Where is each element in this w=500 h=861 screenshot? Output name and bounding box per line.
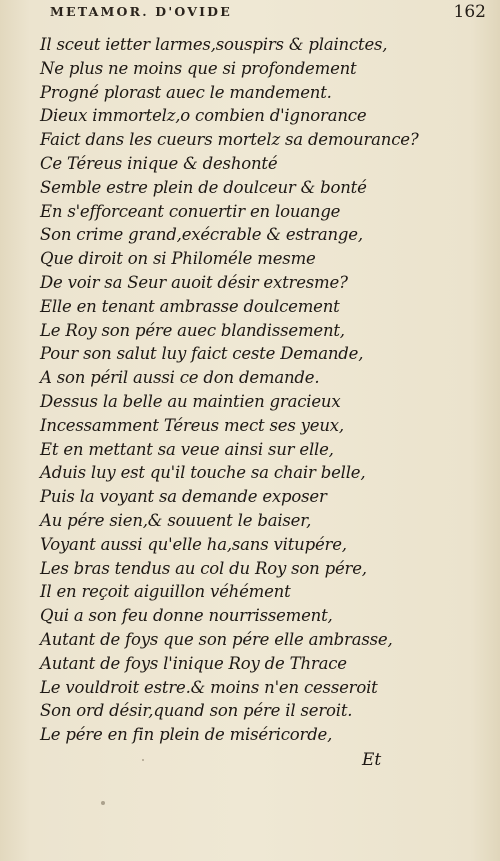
catchword: Et [362, 750, 382, 770]
verse-line: Et en mettant sa veue ainsi sur elle, [40, 439, 334, 459]
verse-line: Qui a son feu donne nourrissement, [40, 606, 333, 626]
verse-line: Le vouldroit estre.& moins n'en cesseroit [40, 677, 378, 697]
verse-line: Dessus la belle au maintien gracieux [40, 391, 341, 411]
verse-line: Voyant aussi qu'elle ha,sans vitupére, [40, 534, 347, 554]
verse-line: Aduis luy est qu'il touche sa chair belle, [40, 463, 366, 483]
verse-line: Autant de foys l'inique Roy de Thrace [40, 653, 347, 673]
paper-speck [101, 801, 105, 805]
verse-line: Semble estre plein de doulceur & bonté [40, 177, 367, 197]
verse-line: Pour son salut luy faict ceste Demande, [40, 344, 364, 364]
verse-line: Elle en tenant ambrasse doulcement [40, 296, 340, 316]
verse-line: Son crime grand,exécrable & estrange, [40, 225, 363, 245]
verse-line: Il sceut ietter larmes,souspirs & plainctes, [40, 35, 388, 54]
paper-speck [142, 759, 144, 761]
verse-line: Son ord désir,quand son pére il seroit. [40, 701, 353, 721]
verse-line: Que diroit on si Philoméle mesme [40, 249, 316, 269]
verse-line: Ne plus ne moins que si profondement [40, 58, 357, 78]
page-header [50, 4, 486, 24]
verse-line: Il en reçoit aiguillon véhément [40, 582, 291, 602]
verse-block [40, 33, 480, 747]
page-number: 162 [453, 2, 486, 22]
verse-line: Incessamment Téreus mect ses yeux, [40, 415, 344, 435]
verse-line: En s'efforceant conuertir en louange [40, 201, 341, 221]
verse-line: Dieux immortelz,o combien d'ignorance [40, 106, 367, 126]
running-head: METAMOR. D'OVIDE [50, 4, 232, 19]
verse-line: De voir sa Seur auoit désir extresme? [40, 272, 348, 292]
verse-line: Les bras tendus au col du Roy son pére, [40, 558, 367, 578]
verse-line: Progné plorast auec le mandement. [40, 82, 332, 102]
verse-line: A son péril aussi ce don demande. [40, 368, 320, 388]
verse-line: Au pére sien,& souuent le baiser, [40, 510, 312, 530]
verse-line: Puis la voyant sa demande exposer [40, 487, 327, 507]
verse-line: Ce Téreus inique & deshonté [40, 153, 278, 173]
verse-line: Le Roy son pére auec blandissement, [40, 320, 345, 340]
verse-line: Faict dans les cueurs mortelz sa demourance? [40, 130, 419, 150]
verse-line: Le pére en fin plein de miséricorde, [40, 725, 333, 745]
verse-line: Autant de foys que son pére elle ambrasse, [40, 629, 393, 649]
